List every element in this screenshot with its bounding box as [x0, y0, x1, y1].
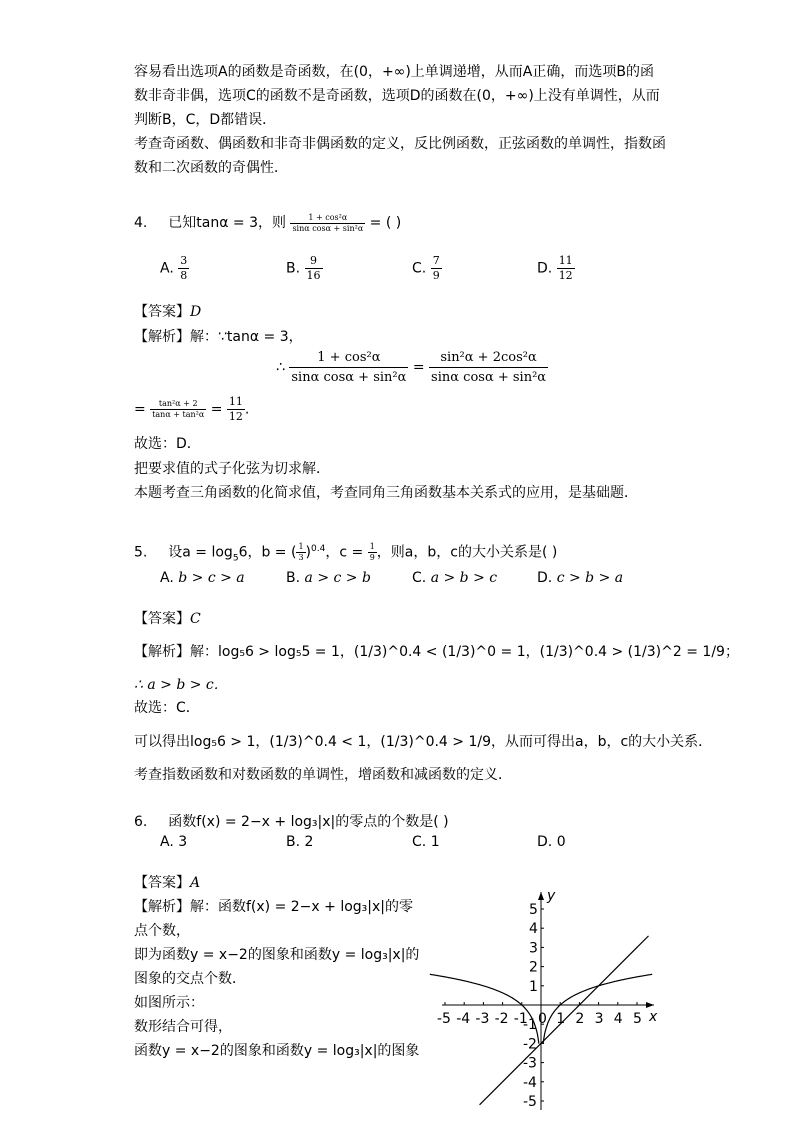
- curve-log3-abs-x-left: [430, 974, 539, 1043]
- equation-fraction: [150, 399, 206, 420]
- q4-note-2: 本题考查三角函数的化简求值，考查同角三角函数基本关系式的应用，是基础题．: [134, 485, 638, 501]
- fraction-numerator: 1: [298, 542, 304, 552]
- q4-answer: [134, 301, 201, 323]
- answer-value: C: [190, 611, 201, 627]
- x-tick-label: 1: [556, 1011, 566, 1027]
- stem-fraction-c: [368, 542, 377, 563]
- x-tick-label: 4: [613, 1011, 623, 1027]
- y-axis-arrow: [538, 892, 544, 900]
- intro-line-1: 容易看出选项A的函数是奇函数，在(0，+∞)上单调递增，从而A正确，而选项B的函: [134, 64, 654, 80]
- q5-note-2: 考查指数函数和对数函数的单调性，增函数和减函数的定义．: [134, 767, 512, 783]
- fraction-numerator: sin²α + 2cos²α: [429, 348, 548, 368]
- x-tick-label: 2: [575, 1011, 585, 1027]
- stem-text: 函数f(x) = 2−x + log₃|x|的零点的个数是( ): [168, 814, 449, 830]
- q4-select: 故选：D．: [134, 436, 201, 452]
- option-label: A.: [160, 834, 174, 850]
- q5-conclusion: ∴ a > b > c．: [134, 677, 228, 693]
- fraction-numerator: 1 + cos²α: [289, 348, 408, 368]
- q6-analysis-line-5: 如图所示：: [134, 995, 204, 1011]
- y-tick-label: 2: [529, 959, 538, 976]
- answer-value: A: [190, 875, 201, 891]
- fraction-numerator: tan²α + 2: [150, 399, 206, 410]
- y-axis-label: y: [547, 888, 556, 904]
- q6-analysis-line-7: 函数y = x−2的图象和函数y = log₃|x|的图象: [134, 1043, 420, 1059]
- y-tick-label: -4: [523, 1074, 537, 1091]
- q6-option-b: [286, 834, 313, 850]
- q4-stem-text: 已知tanα = 3，则: [168, 215, 286, 231]
- q4-equation-1: [276, 348, 548, 387]
- curve-log3-abs-x-right: [543, 974, 652, 1043]
- stem-fraction: [296, 542, 305, 563]
- equals-sign: =: [134, 401, 146, 418]
- option-label: C.: [412, 260, 427, 277]
- y-tick-label: 5: [529, 902, 538, 918]
- x-tick-label: -1: [513, 1011, 528, 1027]
- fraction-denominator: 12: [558, 269, 573, 282]
- result-fraction: [227, 395, 245, 424]
- graph-axes: [442, 892, 654, 1110]
- x-tick-label: 3: [594, 1011, 604, 1027]
- stem-text: ): [305, 544, 312, 561]
- fraction-denominator: 9: [369, 553, 375, 563]
- q5-stem: [134, 538, 557, 569]
- option-label: B.: [286, 570, 301, 586]
- answer-value: D: [190, 304, 202, 320]
- q6-answer: [134, 872, 200, 894]
- x-tick-label: -2: [494, 1011, 509, 1027]
- stem-text: 6，b = (: [238, 544, 297, 561]
- q5-answer: [134, 608, 201, 630]
- q4-stem-fraction: [290, 213, 365, 234]
- answer-label: 【答案】: [134, 304, 190, 320]
- q5-option-c: [412, 570, 497, 586]
- analysis-label: 【解析】: [134, 329, 190, 345]
- fraction-denominator: sinα cosα + sin²α: [431, 370, 547, 385]
- fraction-denominator: 8: [180, 269, 188, 282]
- exponent: 0.4: [311, 544, 326, 554]
- fraction-numerator: 3: [180, 254, 188, 267]
- q4-stem-fraction-denominator: sinα cosα + sin²α: [292, 223, 364, 233]
- stem-text: 设a = log: [168, 544, 233, 561]
- fraction-denominator: sinα cosα + sin²α: [291, 370, 407, 385]
- option-text: a > c > b: [304, 570, 371, 586]
- fraction-numerator: 7: [432, 254, 440, 267]
- q5-note-1: 可以得出log₅6 > 1，(1/3)^0.4 < 1，(1/3)^0.4 > 1/9，从而可得出a，b，c的大小关系．: [134, 734, 713, 750]
- q6-number: 6.: [134, 814, 148, 830]
- x-axis-arrow: [646, 1002, 654, 1008]
- option-text: b > c > a: [178, 570, 245, 586]
- fraction-denominator: 12: [228, 410, 243, 423]
- x-tick-label: 5: [633, 1011, 642, 1027]
- option-label: A.: [160, 260, 174, 277]
- x-tick-label: -4: [456, 1011, 471, 1027]
- q6-analysis-line-1: 【解析】解：函数f(x) = 2−x + log₃|x|的零: [134, 899, 413, 915]
- analysis-text: 解：log₅6 > log₅5 = 1，(1/3)^0.4 < (1/3)^0 = 1，(1/3)^0.4 > (1/3)^2 = 1/9；: [190, 644, 739, 660]
- option-text: c > b > a: [556, 570, 624, 586]
- x-axis-label: x: [649, 1009, 658, 1025]
- q6-analysis-line-2: 点个数，: [134, 923, 190, 939]
- option-label: B.: [286, 834, 301, 850]
- option-text: 3: [178, 834, 188, 850]
- fraction-denominator: 9: [432, 269, 440, 282]
- q4-option-a: [160, 254, 189, 283]
- option-label: D.: [537, 834, 553, 850]
- graph-tick-labels: [437, 888, 658, 1110]
- analysis-label: 【解析】: [134, 644, 190, 660]
- fraction-numerator: 11: [228, 395, 243, 408]
- option-text: 2: [304, 834, 314, 850]
- answer-label: 【答案】: [134, 611, 190, 627]
- fraction-denominator: 3: [298, 553, 304, 563]
- fraction-numerator: 1: [369, 542, 375, 552]
- option-label: B.: [286, 260, 301, 277]
- y-tick-label: -5: [523, 1094, 537, 1110]
- option-text: 1: [430, 834, 440, 850]
- option-fraction: [178, 254, 189, 283]
- q6-option-c: [412, 834, 440, 850]
- intro-line-3: 判断B，C，D都错误．: [134, 112, 277, 128]
- q5-option-b: [286, 570, 371, 586]
- q5-analysis: [134, 641, 739, 663]
- fraction-numerator: 9: [305, 254, 323, 269]
- equation-fraction-right: [429, 348, 548, 387]
- q4-number: 4.: [134, 215, 148, 231]
- y-tick-label: 4: [529, 921, 538, 938]
- q5-number: 5.: [134, 544, 148, 561]
- q6-stem: [134, 811, 449, 833]
- option-fraction: [557, 254, 575, 283]
- y-tick-label: -3: [523, 1055, 537, 1072]
- q4-stem-fraction-numerator: 1 + cos²α: [290, 213, 365, 224]
- origin-label: 0: [538, 1011, 547, 1027]
- option-text: a > b > c: [430, 570, 498, 586]
- equals-sign: =: [210, 401, 223, 418]
- q5-option-a: [160, 570, 245, 586]
- y-tick-label: 1: [529, 978, 538, 995]
- q4-equation-2: [134, 395, 249, 424]
- q4-stem-tail: = ( ): [369, 215, 402, 231]
- intro-line-4: 考查奇函数、偶函数和非奇非偶函数的定义，反比例函数，正弦函数的单调性，指数函: [134, 136, 666, 152]
- q6-analysis-line-4: 图象的交点个数．: [134, 971, 246, 987]
- option-text: 0: [556, 834, 566, 850]
- q5-option-d: [537, 570, 623, 586]
- log-base: 5: [232, 553, 239, 564]
- function-graph: [428, 888, 660, 1116]
- option-label: D.: [537, 260, 553, 277]
- option-fraction: [431, 254, 442, 283]
- option-fraction: [305, 254, 323, 283]
- intro-line-2: 数非奇非偶，选项C的函数不是奇函数，选项D的函数在(0，+∞)上没有单调性，从而: [134, 88, 660, 104]
- fraction-numerator: 11: [558, 254, 573, 267]
- option-label: A.: [160, 570, 174, 586]
- q6-analysis-line-3: 即为函数y = x−2的图象和函数y = log₃|x|的: [134, 947, 420, 963]
- q5-select: 故选：C．: [134, 700, 200, 716]
- q6-option-d: [537, 834, 566, 850]
- q4-analysis: [134, 326, 303, 348]
- analysis-text: 解：∵tanα = 3，: [190, 329, 303, 345]
- y-tick-label: -1: [523, 1017, 537, 1034]
- q6-option-a: [160, 834, 187, 850]
- y-tick-label: -2: [523, 1036, 537, 1053]
- fraction-denominator: tanα + tan²α: [152, 410, 205, 419]
- equals-sign: =: [412, 359, 425, 376]
- q4-note-1: 把要求值的式子化弦为切求解．: [134, 461, 330, 477]
- x-tick-label: -5: [437, 1011, 451, 1027]
- option-label: C.: [412, 570, 427, 586]
- equation-fraction-left: [289, 348, 408, 387]
- option-label: C.: [412, 834, 427, 850]
- q4-option-c: [412, 254, 442, 283]
- q4-stem: [134, 212, 401, 234]
- q6-analysis-line-6: 数形结合可得，: [134, 1019, 232, 1035]
- x-tick-label: -3: [475, 1011, 490, 1027]
- intro-line-5: 数和二次函数的奇偶性．: [134, 160, 288, 176]
- q4-option-b: [286, 254, 323, 283]
- stem-text: ，c =: [325, 544, 364, 561]
- stem-text: ，则a，b，c的大小关系是( ): [376, 544, 558, 561]
- therefore-symbol: ∴: [276, 359, 285, 376]
- option-label: D.: [537, 570, 553, 586]
- q4-option-d: [537, 254, 575, 283]
- period: .: [244, 401, 250, 418]
- answer-label: 【答案】: [134, 875, 190, 891]
- fraction-denominator: 16: [306, 269, 321, 282]
- y-tick-label: 3: [529, 940, 538, 957]
